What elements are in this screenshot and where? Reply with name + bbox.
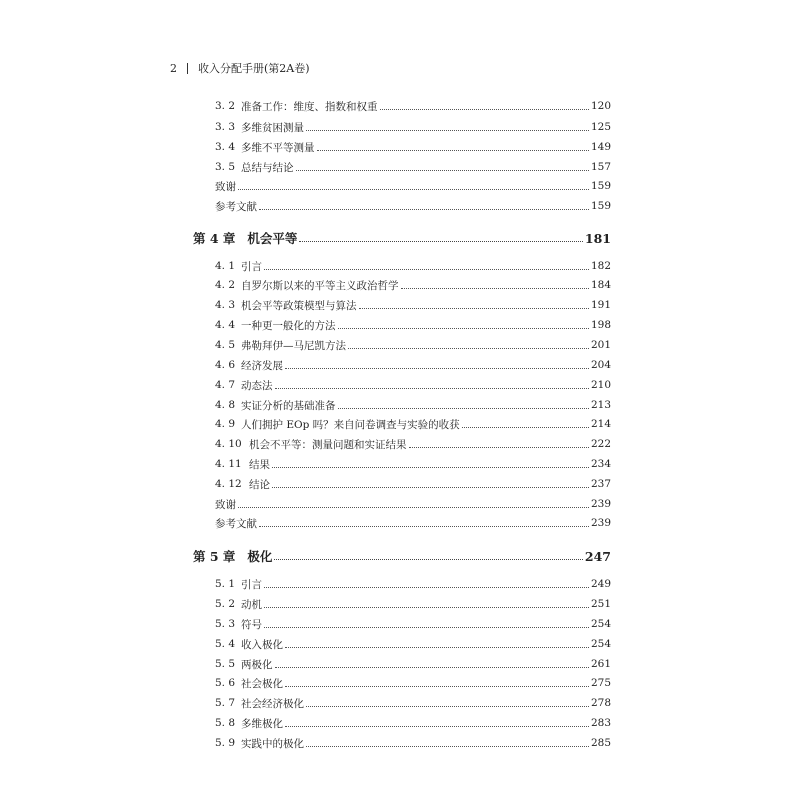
dot-leader — [306, 745, 589, 747]
dot-leader — [338, 327, 589, 329]
toc-entry — [215, 177, 611, 195]
toc-entry — [215, 694, 611, 712]
toc-entry — [215, 376, 611, 394]
toc-page-number: 201 — [590, 339, 611, 351]
toc-number: 5. 3 — [215, 618, 236, 630]
toc-number: 5. 4 — [215, 638, 236, 650]
toc-entry — [215, 118, 611, 136]
toc-page-number: 214 — [590, 418, 611, 430]
toc-number: 4. 4 — [215, 319, 236, 331]
toc-entry — [215, 97, 611, 115]
toc-number: 5. 6 — [215, 677, 236, 689]
toc-page-number: 210 — [590, 379, 611, 391]
dot-leader — [259, 525, 589, 527]
toc-number: 4. 9 — [215, 418, 236, 430]
toc-entry — [215, 296, 611, 314]
toc-page-number: 254 — [590, 618, 611, 630]
toc-number: 4. 11 — [215, 458, 242, 470]
toc-entry — [215, 595, 611, 613]
dot-leader — [380, 108, 589, 110]
toc-title: 实证分析的基础准备 — [241, 399, 336, 412]
toc-title: 致谢 — [215, 498, 236, 511]
toc-title: 引言 — [241, 260, 262, 273]
toc-number: 3. 3 — [215, 121, 236, 133]
toc-number: 第 5 章 — [193, 549, 236, 564]
toc-number: 5. 9 — [215, 737, 236, 749]
toc-number: 5. 8 — [215, 717, 236, 729]
toc-entry — [215, 495, 611, 513]
toc-title: 极化 — [247, 549, 273, 564]
toc-entry — [215, 396, 611, 414]
dot-leader — [359, 307, 589, 309]
toc-title: 动机 — [241, 598, 262, 611]
toc-number: 4. 12 — [215, 478, 242, 490]
toc-title: 自罗尔斯以来的平等主义政治哲学 — [241, 279, 399, 292]
toc-title: 机会不平等：测量问题和实证结果 — [249, 438, 407, 451]
toc-entry — [215, 415, 611, 433]
toc-title: 社会经济极化 — [241, 697, 304, 710]
toc-entry — [215, 674, 611, 692]
toc-title: 多维贫困测量 — [241, 121, 304, 134]
toc-page-number: 283 — [590, 717, 611, 729]
toc-entry — [215, 615, 611, 633]
toc-page-number: 278 — [590, 697, 611, 709]
dot-leader — [306, 705, 589, 707]
dot-leader — [264, 268, 589, 270]
dot-leader — [275, 666, 589, 668]
toc-title: 收入极化 — [241, 638, 283, 651]
dot-leader — [264, 606, 589, 608]
toc-title: 动态法 — [241, 379, 273, 392]
dot-leader — [275, 387, 589, 389]
dot-leader — [274, 558, 582, 560]
toc-number: 3. 2 — [215, 100, 236, 112]
toc-number: 3. 4 — [215, 141, 236, 153]
toc-entry — [215, 734, 611, 752]
toc-title: 人们拥护 EOp 吗？来自问卷调查与实验的收获 — [241, 418, 460, 431]
toc-title: 多维极化 — [241, 717, 283, 730]
dot-leader — [238, 188, 589, 190]
toc-page-number: 261 — [590, 658, 611, 670]
toc-number: 4. 5 — [215, 339, 236, 351]
dot-leader — [285, 725, 589, 727]
toc-entry — [215, 655, 611, 673]
toc-entry — [215, 635, 611, 653]
toc-title: 社会极化 — [241, 677, 283, 690]
toc-number: 5. 7 — [215, 697, 236, 709]
toc-page-number: 157 — [590, 161, 611, 173]
toc-title: 多维不平等测量 — [241, 141, 315, 154]
toc-page-number: 184 — [590, 279, 611, 291]
toc-entry — [215, 257, 611, 275]
toc-page-number: 239 — [590, 498, 611, 510]
header-book-title: 收入分配手册(第2A卷) — [198, 62, 310, 75]
toc-entry — [215, 158, 611, 176]
toc-page-number: 149 — [590, 141, 611, 153]
toc-number: 4. 8 — [215, 399, 236, 411]
toc-number: 5. 1 — [215, 578, 236, 590]
toc-entry — [215, 336, 611, 354]
dot-leader — [306, 129, 589, 131]
toc-title: 致谢 — [215, 180, 236, 193]
toc-chapter — [193, 229, 611, 247]
toc-page-number: 237 — [590, 478, 611, 490]
dot-leader — [409, 446, 589, 448]
toc-page-number: 285 — [590, 737, 611, 749]
toc-title: 总结与结论 — [241, 161, 294, 174]
toc-number: 3. 5 — [215, 161, 236, 173]
toc-entry — [215, 197, 611, 215]
toc-entry — [215, 276, 611, 294]
dot-leader — [285, 685, 589, 687]
toc-title: 引言 — [241, 578, 262, 591]
header-page-number: 2 — [170, 61, 177, 75]
toc-entry — [215, 435, 611, 453]
toc-page-number: 191 — [590, 299, 611, 311]
dot-leader — [348, 347, 589, 349]
toc-number: 5. 5 — [215, 658, 236, 670]
toc-page-number: 159 — [590, 180, 611, 192]
toc-page-number: 182 — [590, 260, 611, 272]
toc-page-number: 222 — [590, 438, 611, 450]
dot-leader — [317, 149, 589, 151]
toc-title: 机会平等政策模型与算法 — [241, 299, 357, 312]
toc-number: 第 4 章 — [193, 231, 236, 246]
toc-page-number: 249 — [590, 578, 611, 590]
toc-page-number: 204 — [590, 359, 611, 371]
toc-number: 4. 10 — [215, 438, 242, 450]
toc-page-number: 198 — [590, 319, 611, 331]
toc-number: 4. 7 — [215, 379, 236, 391]
dot-leader — [401, 287, 589, 289]
toc-title: 参考文献 — [215, 200, 257, 213]
toc-number: 4. 6 — [215, 359, 236, 371]
dot-leader — [238, 506, 589, 508]
toc-title: 机会平等 — [247, 231, 298, 246]
toc-entry — [215, 575, 611, 593]
toc-page-number: 239 — [590, 517, 611, 529]
toc-title: 符号 — [241, 618, 262, 631]
dot-leader — [299, 240, 582, 242]
toc-title: 准备工作：维度、指数和权重 — [241, 100, 378, 113]
toc-entry — [215, 475, 611, 493]
toc-page-number: 181 — [584, 230, 611, 246]
toc-entry — [215, 356, 611, 374]
toc-title: 结果 — [249, 458, 270, 471]
toc-number: 5. 2 — [215, 598, 236, 610]
dot-leader — [285, 367, 589, 369]
toc-chapter — [193, 547, 611, 565]
dot-leader — [296, 169, 589, 171]
dot-leader — [264, 586, 589, 588]
toc-entry — [215, 514, 611, 532]
toc-page-number: 254 — [590, 638, 611, 650]
toc-page-number: 275 — [590, 677, 611, 689]
dot-leader — [259, 208, 589, 210]
toc-number: 4. 1 — [215, 260, 236, 272]
toc-page-number: 125 — [590, 121, 611, 133]
toc-title: 结论 — [249, 478, 270, 491]
toc-number: 4. 2 — [215, 279, 236, 291]
toc-title: 参考文献 — [215, 517, 257, 530]
toc-title: 弗勒拜伊—马尼凯方法 — [241, 339, 346, 352]
dot-leader — [462, 426, 589, 428]
dot-leader — [264, 626, 589, 628]
toc-page-number: 251 — [590, 598, 611, 610]
dot-leader — [338, 407, 589, 409]
toc-entry — [215, 455, 611, 473]
toc-page-number: 213 — [590, 399, 611, 411]
toc-page-number: 247 — [584, 548, 611, 564]
toc-title: 实践中的极化 — [241, 737, 304, 750]
toc-entry — [215, 138, 611, 156]
toc-number: 4. 3 — [215, 299, 236, 311]
toc-page-number: 234 — [590, 458, 611, 470]
toc-entry — [215, 714, 611, 732]
toc-title: 一种更一般化的方法 — [241, 319, 336, 332]
toc-title: 经济发展 — [241, 359, 283, 372]
dot-leader — [285, 646, 589, 648]
dot-leader — [272, 466, 589, 468]
toc-entry — [215, 316, 611, 334]
toc-page-number: 159 — [590, 200, 611, 212]
toc-page-number: 120 — [590, 100, 611, 112]
dot-leader — [272, 486, 589, 488]
toc-title: 两极化 — [241, 658, 273, 671]
